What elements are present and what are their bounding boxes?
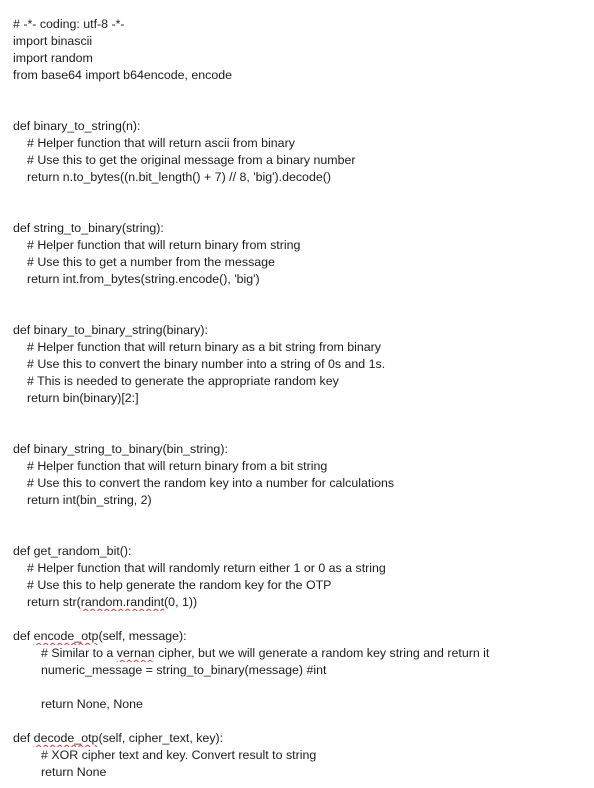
code-text-segment: # Similar to a: [41, 646, 117, 660]
comment-line: # Helper function that will return binary from a bit string: [27, 459, 328, 473]
code-line: from base64 import b64encode, encode: [13, 68, 233, 82]
function-def-line: [13, 628, 583, 645]
blank-line: [13, 288, 583, 305]
blank-line: [13, 424, 583, 441]
code-text-segment: (self, cipher_text, key):: [98, 731, 224, 745]
blank-line: [13, 84, 583, 101]
code-line: return int(bin_string, 2): [27, 493, 152, 507]
function-def-line: def binary_to_string(n):: [13, 119, 141, 133]
blank-line: [13, 101, 583, 118]
comment-line: # Use this to help generate the random key for the OTP: [27, 578, 332, 592]
code-text-segment: return str(: [27, 595, 81, 609]
comment-line: # Helper function that will return binary from string: [27, 238, 301, 252]
code-text-segment: def: [13, 629, 34, 643]
blank-line: [13, 407, 583, 424]
code-text-segment: def: [13, 731, 34, 745]
code-line: numeric_message = string_to_binary(message) #int: [41, 663, 327, 677]
blank-line: [13, 203, 583, 220]
function-def-line: def binary_string_to_binary(bin_string):: [13, 442, 228, 456]
code-text-segment: (self, message):: [98, 629, 187, 643]
code-line: import random: [13, 51, 93, 65]
comment-line: # Helper function that will return ascii from binary: [27, 136, 295, 150]
comment-line: # Helper function that will randomly return either 1 or 0 as a string: [27, 561, 386, 575]
code-line: return n.to_bytes((n.bit_length() + 7) // 8, 'big').decode(): [27, 170, 331, 184]
comment-line: # Use this to convert the random key into a number for calculations: [27, 476, 395, 490]
spellcheck-flagged-word[interactable]: random.randint: [80, 595, 165, 609]
comment-line: # Use this to get a number from the message: [27, 255, 275, 269]
blank-line: [13, 713, 583, 730]
comment-line: # Helper function that will return binary as a bit string from binary: [27, 340, 381, 354]
spellcheck-flagged-word[interactable]: encode_otp: [33, 629, 99, 643]
code-line: return int.from_bytes(string.encode(), 'big'): [27, 272, 260, 286]
comment-line: # XOR cipher text and key. Convert result to string: [41, 748, 317, 762]
code-line: return bin(binary)[2:]: [27, 391, 139, 405]
comment-line: # Use this to get the original message from a binary number: [27, 153, 356, 167]
code-text[interactable]: [13, 16, 583, 781]
spellcheck-flagged-word[interactable]: decode_otp: [33, 731, 99, 745]
comment-line: # This is needed to generate the appropriate random key: [27, 374, 339, 388]
blank-line: [13, 305, 583, 322]
function-def-line: def get_random_bit():: [13, 544, 132, 558]
code-line: [13, 594, 583, 611]
blank-line: [13, 611, 583, 628]
blank-line: [13, 509, 583, 526]
blank-line: [13, 679, 583, 696]
function-def-line: [13, 730, 583, 747]
function-def-line: def string_to_binary(string):: [13, 221, 164, 235]
comment-line: [13, 645, 583, 662]
comment-line: # Use this to convert the binary number into a string of 0s and 1s.: [27, 357, 386, 371]
code-line: import binascii: [13, 34, 93, 48]
code-line: return None, None: [41, 697, 143, 711]
code-line: # -*- coding: utf-8 -*-: [13, 17, 125, 31]
blank-line: [13, 526, 583, 543]
code-text-segment: (0, 1)): [164, 595, 198, 609]
spellcheck-flagged-word[interactable]: vernan: [116, 646, 155, 660]
function-def-line: def binary_to_binary_string(binary):: [13, 323, 208, 337]
code-text-segment: cipher, but we will generate a random key string and return it: [154, 646, 490, 660]
code-line: return None: [41, 765, 107, 779]
blank-line: [13, 186, 583, 203]
